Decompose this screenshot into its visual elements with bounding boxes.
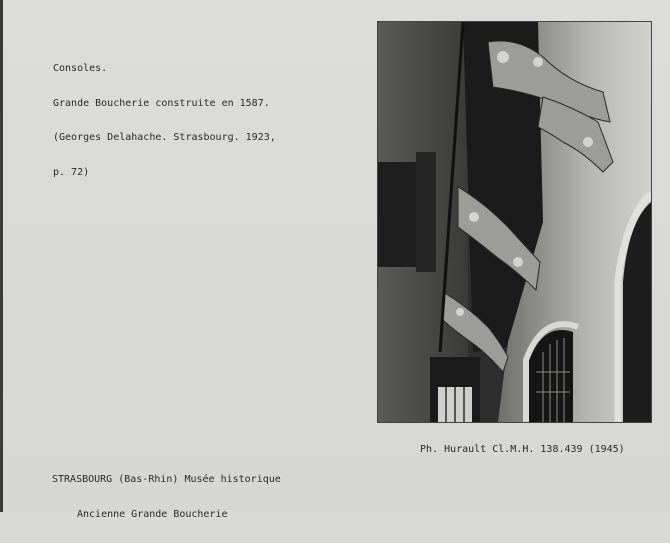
caption-line: Grande Boucherie construite en 1587.	[53, 97, 270, 109]
caption-line: (Georges Delahache. Strasbourg. 1923,	[53, 132, 276, 143]
location-city: STRASBOURG (Bas-Rhin) Musée historique	[52, 474, 281, 485]
architectural-photograph	[377, 21, 652, 423]
location-building: Ancienne Grande Boucherie	[77, 508, 228, 520]
photo-drawing	[378, 22, 651, 422]
caption-title: Consoles.	[53, 63, 108, 74]
location-caption	[52, 451, 281, 543]
photo-credit: Ph. Hurault Cl.M.H. 138.439 (1945)	[420, 444, 625, 455]
caption-line: p. 72)	[53, 166, 90, 178]
photo-caption	[53, 40, 276, 201]
card-edge	[0, 0, 3, 512]
